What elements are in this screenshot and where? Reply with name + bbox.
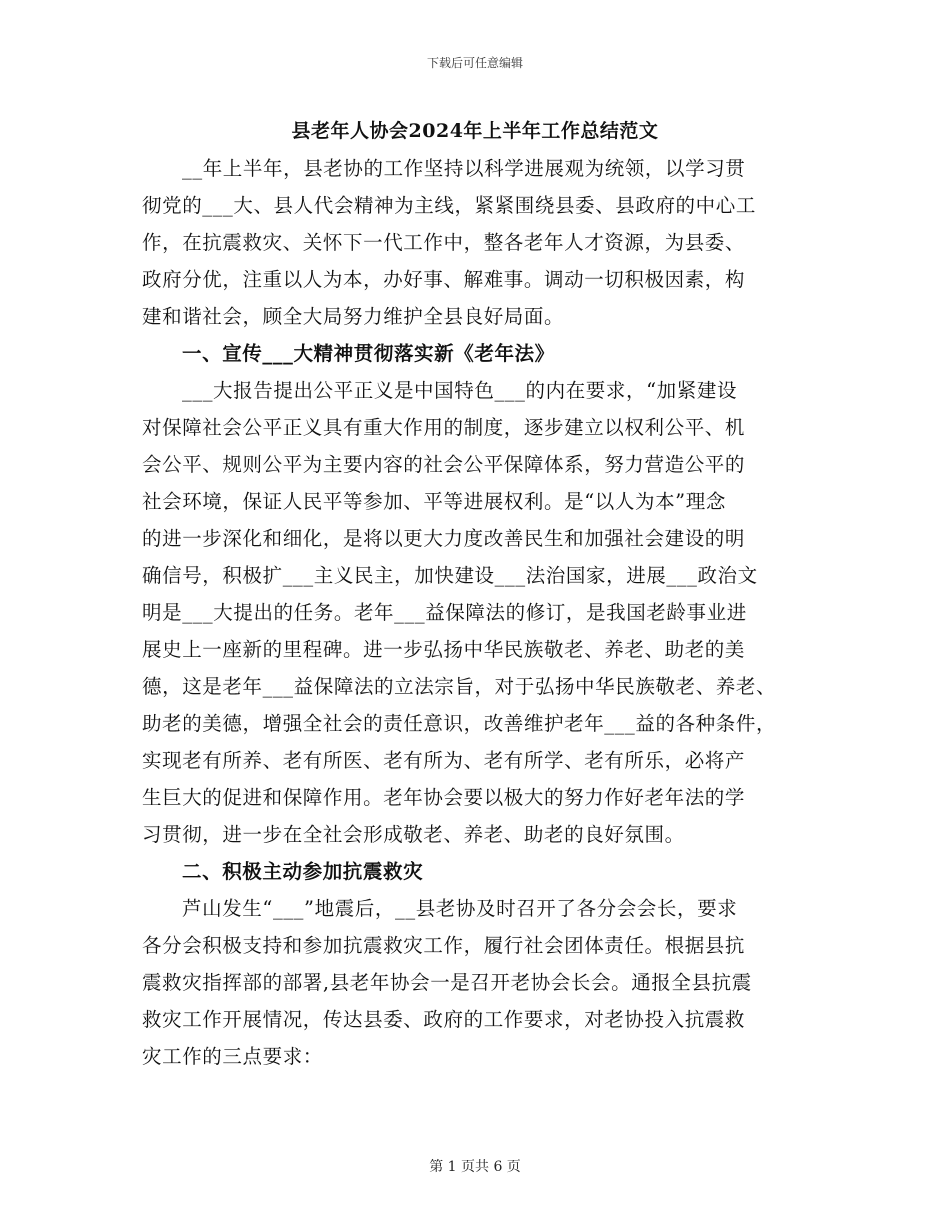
paragraph-line: 生巨大的促进和保障作用。老年协会要以极大的努力作好老年法的学: [142, 786, 746, 809]
paragraph-line: 灾工作的三点要求：: [142, 1045, 323, 1068]
paragraph-line: 明是___大提出的任务。老年___益保障法的修订，是我国老龄事业进: [142, 601, 747, 624]
paragraph-line: 助老的美德，增强全社会的责任意识，改善维护老年___益的各种条件，: [142, 712, 777, 735]
paragraph-line: 政府分优，注重以人为本，办好事、解难事。调动一切积极因素，构: [142, 268, 746, 291]
paragraph-line: 救灾工作开展情况，传达县委、政府的工作要求，对老协投入抗震救: [142, 1008, 746, 1031]
paragraph-line: 会公平、规则公平为主要内容的社会公平保障体系，努力营造公平的: [142, 453, 746, 476]
paragraph-line: 芦山发生“___”地震后，__县老协及时召开了各分会会长，要求: [182, 897, 738, 920]
header-note: 下载后可任意编辑: [426, 56, 523, 70]
section-heading: 二、积极主动参加抗震救灾: [182, 860, 424, 883]
paragraph-line: 震救灾指挥部的部署,县老年协会一是召开老协会长会。通报全县抗震: [142, 971, 752, 994]
page-number: 第 1 页共 6 页: [429, 1159, 521, 1175]
document-title: 县老年人协会2024年上半年工作总结范文: [291, 120, 659, 142]
paragraph-line: 展史上一座新的里程碑。进一步弘扬中华民族敬老、养老、助老的美: [142, 638, 746, 661]
paragraph-line: 实现老有所养、老有所医、老有所为、老有所学、老有所乐，必将产: [142, 749, 746, 772]
section-heading: 一、宣传___大精神贯彻落实新《老年法》: [182, 342, 555, 365]
paragraph-line: ___大报告提出公平正义是中国特色___的内在要求，“加紧建设: [182, 379, 738, 402]
paragraph-line: 确信号，积极扩___主义民主，加快建设___法治国家，进展___政治文: [142, 564, 758, 587]
paragraph-line: 德，这是老年___益保障法的立法宗旨，对于弘扬中华民族敬老、养老、: [142, 675, 777, 698]
paragraph-line: 各分会积极支持和参加抗震救灾工作，履行社会团体责任。根据县抗: [142, 934, 746, 957]
document-body: [142, 150, 822, 1075]
paragraph-line: __年上半年，县老协的工作坚持以科学进展观为统领，以学习贯: [182, 157, 746, 180]
paragraph-line: 习贯彻，进一步在全社会形成敬老、养老、助老的良好氛围。: [142, 823, 685, 846]
paragraph-line: 建和谐社会，顾全大局努力维护全县良好局面。: [142, 305, 565, 328]
paragraph-line: 彻党的___大、县人代会精神为主线，紧紧围绕县委、县政府的中心工: [142, 194, 756, 217]
paragraph-line: 社会环境，保证人民平等参加、平等进展权利。是“以人为本”理念: [142, 490, 726, 513]
paragraph-line: 的进一步深化和细化，是将以更大力度改善民生和加强社会建设的明: [142, 527, 746, 550]
paragraph-line: 作，在抗震救灾、关怀下一代工作中，整各老年人才资源，为县委、: [142, 231, 746, 254]
paragraph-line: 对保障社会公平正义具有重大作用的制度，逐步建立以权利公平、机: [142, 416, 746, 439]
